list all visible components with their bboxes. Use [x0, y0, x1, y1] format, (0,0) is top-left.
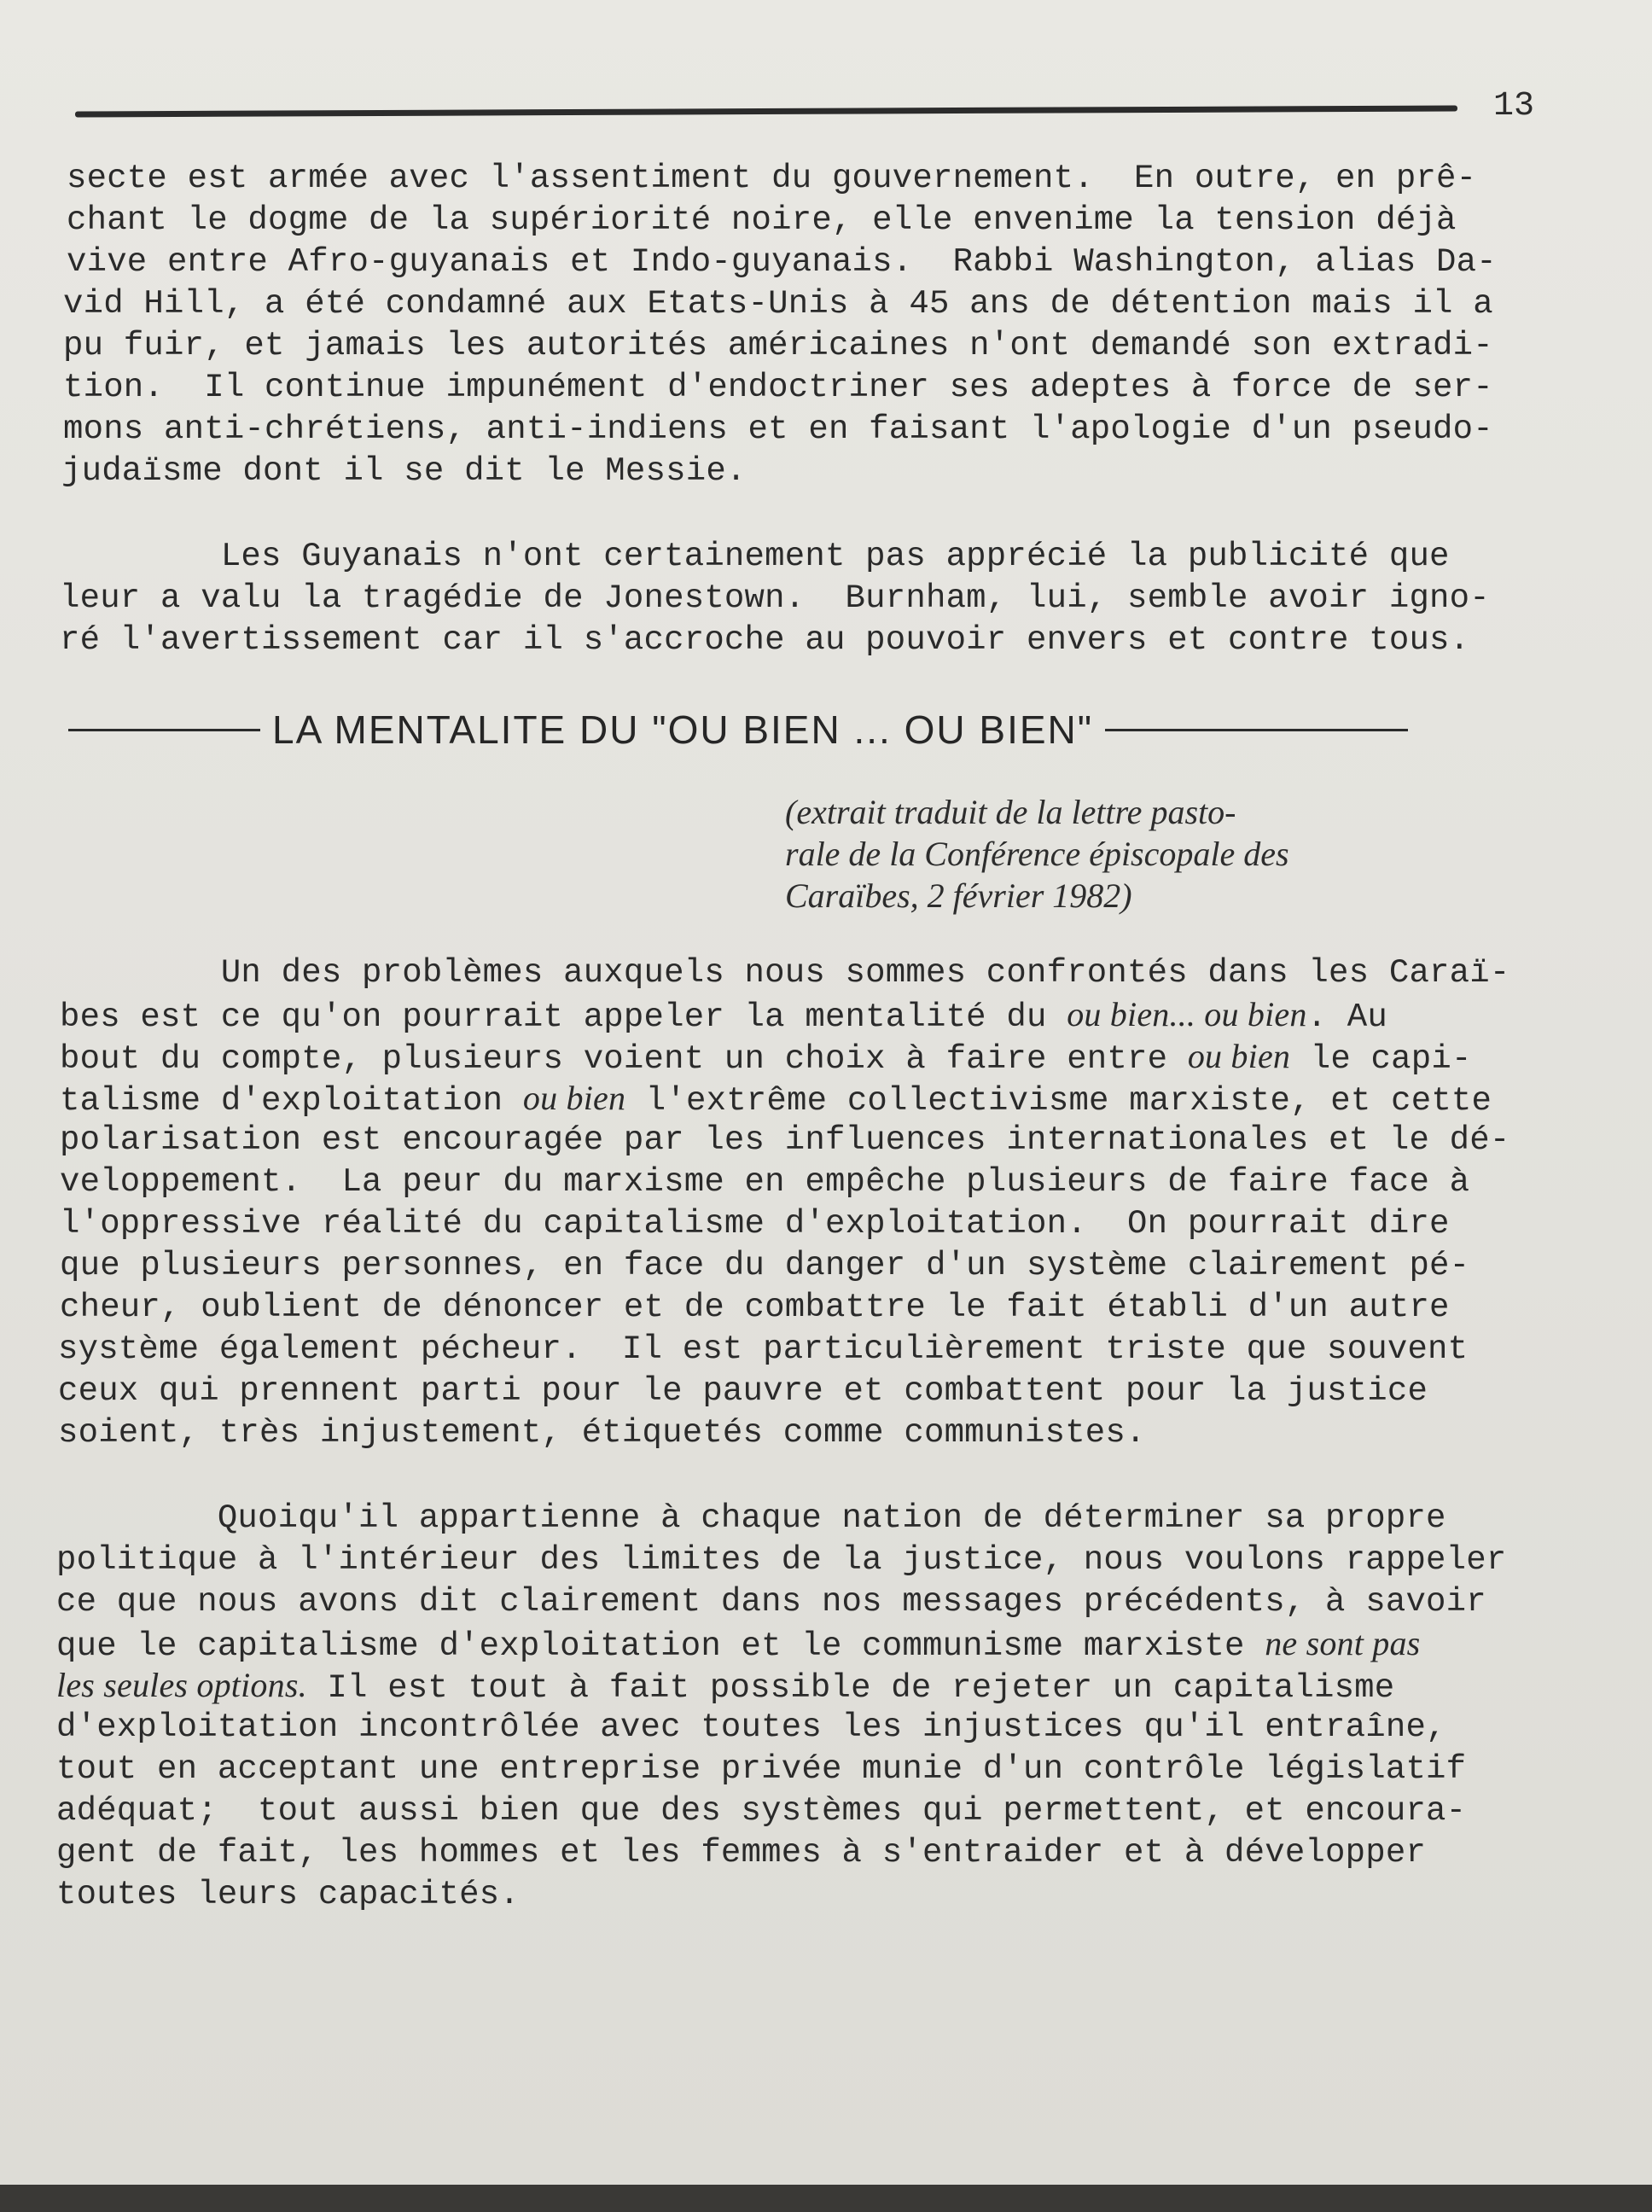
text-line: toutes leurs capacités.: [56, 1876, 520, 1913]
heading-title: LA MENTALITE DU "OU BIEN ... OU BIEN": [272, 707, 1094, 752]
text-line: les seules options. Il est tout à fait possible de rejeter un capitalisme: [56, 1666, 1395, 1707]
text-line: vid Hill, a été condamné aux Etats-Unis à 45 ans de détention mais il a: [63, 285, 1493, 323]
header-rule: [75, 105, 1457, 117]
text-line: l'oppressive réalité du capitalisme d'exploitation. On pourrait dire: [60, 1205, 1450, 1243]
text-line: Un des problèmes auxquels nous sommes confrontés dans les Caraï-: [60, 954, 1510, 992]
page-number: 13: [1493, 87, 1535, 125]
text-line: secte est armée avec l'assentiment du gouvernement. En outre, en prê-: [67, 160, 1477, 197]
emphasis-text: ou bien: [1187, 1037, 1291, 1075]
emphasis-text: ou bien: [522, 1079, 626, 1117]
text-line: cheur, oublient de dénoncer et de combattre le fait établi d'un autre: [60, 1289, 1450, 1326]
text-line: système également pécheur. Il est particulièrement triste que souvent: [58, 1330, 1469, 1368]
heading-rule-left: [68, 729, 260, 731]
text-line: Les Guyanais n'ont certainement pas apprécié la publicité que: [60, 538, 1450, 575]
text-line: mons anti-chrétiens, anti-indiens et en faisant l'apologie d'un pseudo-: [63, 410, 1493, 448]
text-line: veloppement. La peur du marxisme en empêche plusieurs de faire face à: [60, 1163, 1470, 1201]
text-line: bout du compte, plusieurs voient un choix à faire entre ou bien le capi-: [60, 1037, 1472, 1078]
text-line: judaïsme dont il se dit le Messie.: [61, 452, 747, 490]
text-line: soient, très injustement, étiquetés comme communistes.: [58, 1414, 1146, 1452]
text-line: ré l'avertissement car il s'accroche au pouvoir envers et contre tous.: [60, 621, 1470, 659]
emphasis-text: ne sont pas: [1265, 1624, 1421, 1662]
page-edge-shadow: [0, 2185, 1652, 2212]
emphasis-text: ou bien... ou bien: [1067, 995, 1307, 1033]
text-line: talisme d'exploitation ou bien l'extrême collectivisme marxiste, et cette: [60, 1079, 1492, 1120]
text-line: pu fuir, et jamais les autorités américaines n'ont demandé son extradi-: [63, 327, 1493, 364]
text-line: chant le dogme de la supériorité noire, elle envenime la tension déjà: [67, 201, 1457, 239]
text-line: gent de fait, les hommes et les femmes à s'entraider et à développer: [56, 1834, 1427, 1871]
text-line: adéquat; tout aussi bien que des systèmes qui permettent, et encoura-: [56, 1792, 1467, 1830]
text-line: politique à l'intérieur des limites de la justice, nous voulons rappeler: [56, 1541, 1507, 1579]
text-line: d'exploitation incontrôlée avec toutes les injustices qu'il entraîne,: [56, 1708, 1446, 1746]
text-line: tout en acceptant une entreprise privée munie d'un contrôle législatif: [56, 1750, 1467, 1788]
text-line: Quoiqu'il appartienne à chaque nation de déterminer sa propre: [56, 1499, 1446, 1537]
source-line: (extrait traduit de la lettre pasto-: [785, 793, 1236, 831]
source-line: rale de la Conférence épiscopale des: [785, 835, 1289, 873]
source-line: Caraïbes, 2 février 1982): [785, 876, 1132, 915]
text-line: vive entre Afro-guyanais et Indo-guyanais. Rabbi Washington, alias Da-: [67, 243, 1497, 281]
text-line: ceux qui prennent parti pour le pauvre et combattent pour la justice: [58, 1372, 1428, 1410]
heading-rule-right: [1105, 729, 1408, 731]
section-heading: [68, 704, 1519, 755]
text-line: leur a valu la tragédie de Jonestown. Burnham, lui, semble avoir igno-: [60, 579, 1490, 617]
text-line: tion. Il continue impunément d'endoctriner ses adeptes à force de ser-: [63, 369, 1493, 406]
text-line: ce que nous avons dit clairement dans nos messages précédents, à savoir: [56, 1583, 1486, 1621]
emphasis-text: les seules options.: [56, 1666, 307, 1704]
text-line: bes est ce qu'on pourrait appeler la mentalité du ou bien... ou bien. Au: [60, 995, 1387, 1036]
text-line: polarisation est encouragée par les influences internationales et le dé-: [60, 1121, 1510, 1159]
text-line: que plusieurs personnes, en face du danger d'un système clairement pé-: [60, 1247, 1470, 1284]
text-line: que le capitalisme d'exploitation et le communisme marxiste ne sont pas: [56, 1624, 1421, 1665]
